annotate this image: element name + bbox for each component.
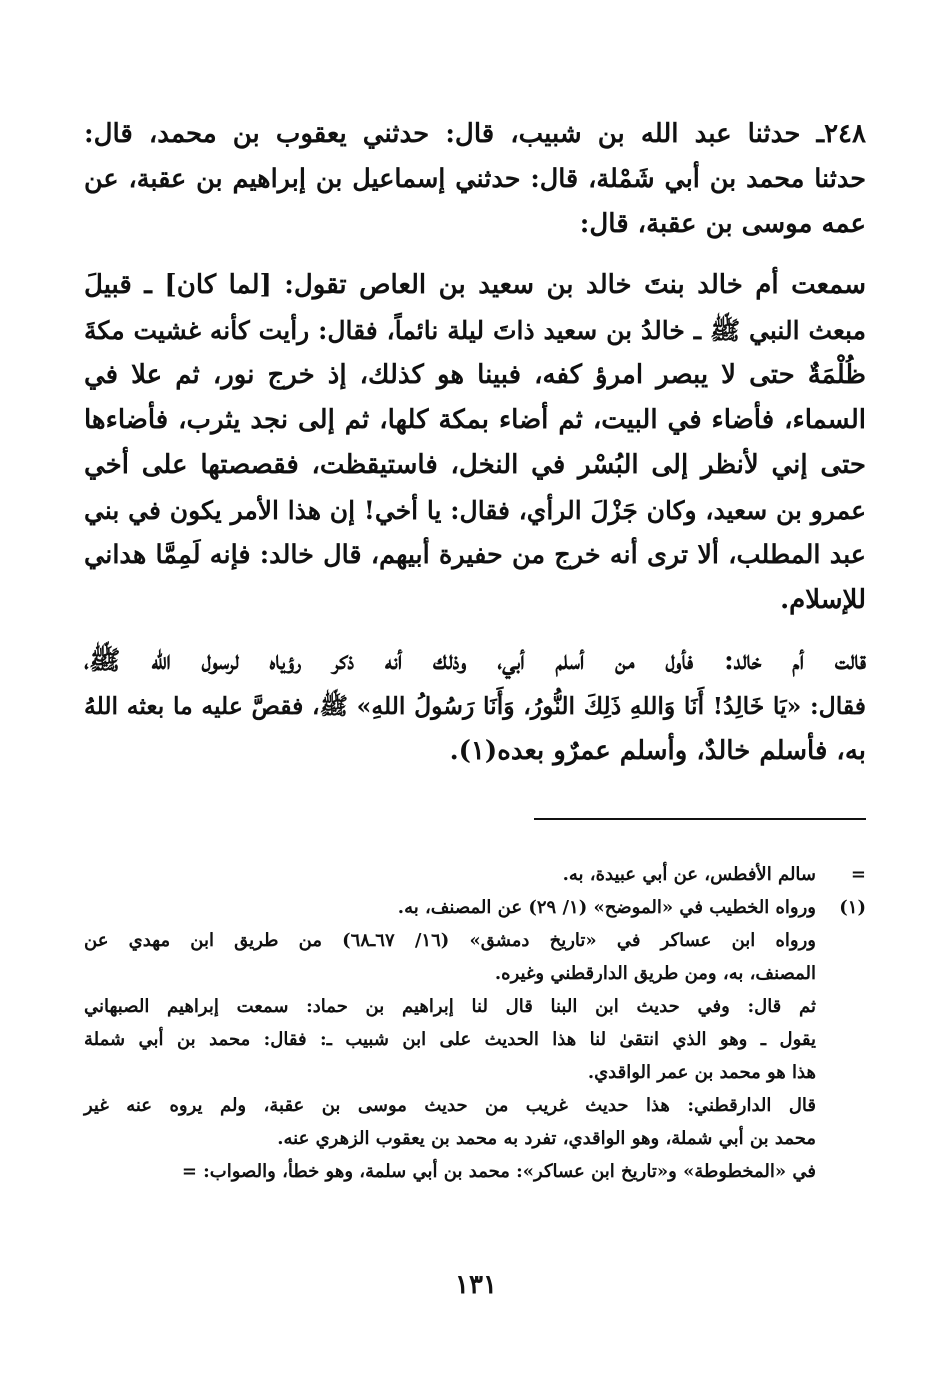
footnote-line: يقول ـ وهو الذي انتقىٰ لنا هذا الحديث على ابن شبيب ـ: فقال: محمد بن أبي شملة <box>84 1029 816 1050</box>
text-line: حتى إني لأنظر إلى البُسْر في النخل، فاستيقظت، فقصصتها على أخي <box>84 450 866 480</box>
main-text <box>84 112 866 774</box>
hadith-narration-paragraph <box>84 263 866 623</box>
hadith-isnad-paragraph <box>84 112 866 247</box>
footnote-paragraph <box>84 1089 866 1155</box>
text-line: ظُلْمَةٌ حتى لا يبصر امرؤ كفه، فبينا هو كذلك، إذ خرج نور، ثم علا في <box>84 360 866 390</box>
text-line: عمرو بن سعيد، وكان جَزْلَ الرأي، فقال: يا أخي! إن هذا الأمر يكون في بني <box>84 496 866 525</box>
text-line: فقال: «يَا خَالِدُ! أَنَا وَاللهِ ذَلِكَ النُّورُ، وَأَنَا رَسُولُ اللهِ» ﷺ، فقصَّ عليه ما بعثه اللهُ <box>84 692 866 720</box>
footnote-line: هذا هو محمد بن عمر الواقدي. <box>587 1062 816 1083</box>
footnote-marker: (١) <box>839 897 866 918</box>
footnotes <box>84 858 866 1188</box>
text-line: قالت أم خالد: فأول من أسلم أبي، وذلك أنه ذكر رؤياه لرسول الله ﷺ، <box>84 646 866 676</box>
footnote-paragraph <box>84 924 866 990</box>
footnote-1 <box>84 891 866 924</box>
footnote-line: قال الدارقطني: هذا حديث غريب من حديث موسى بن عقبة، ولم يروه عنه غير <box>84 1095 816 1116</box>
footnote-paragraph <box>84 1155 866 1188</box>
footnote-line: في «المخطوطة» و«تاريخ ابن عساكر»: محمد بن أبي سلمة، وهو خطأ، والصواب: = <box>181 1161 816 1182</box>
footnote-continuation <box>84 858 866 891</box>
text-line: عمه موسى بن عقبة، قال: <box>579 209 866 239</box>
footnote-divider <box>534 818 866 820</box>
footnote-line: ورواه ابن عساكر في «تاريخ دمشق» (١٦/ ٦٧ـ٦٨) من طريق ابن مهدي عن <box>84 930 816 951</box>
footnote-line: محمد بن أبي شملة، وهو الواقدي، تفرد به محمد بن يعقوب الزهري عنه. <box>277 1128 816 1149</box>
footnote-line: المصنف، به، ومن طريق الدارقطني وغيره. <box>494 963 816 984</box>
hadith-conclusion-paragraph <box>84 639 866 774</box>
text-line: السماء، فأضاء في البيت، ثم أضاء بمكة كلها، ثم إلى نجد يثرب، فأضاءها <box>84 405 866 435</box>
footnote-line: ثم قال: وفي حديث ابن البنا قال لنا إبراهيم بن حماد: سمعت إبراهيم الصبهاني <box>84 996 816 1017</box>
footnote-line: سالم الأفطس، عن أبي عبيدة، به. <box>562 864 816 885</box>
text-line: مبعث النبي ﷺ ـ خالدُ بن سعيد ذاتَ ليلة نائماً، فقال: رأيت كأنه غشيت مكةَ <box>84 316 866 345</box>
text-line: سمعت أم خالد بنتَ خالد بن سعيد بن العاص تقول: [لما كان] ـ قبيلَ <box>84 270 866 300</box>
footnote-paragraph <box>84 990 866 1089</box>
footnote-line: ورواه الخطيب في «الموضح» (١/ ٢٩) عن المصنف، به. <box>397 897 816 918</box>
text-line: ٢٤٨ـ حدثنا عبد الله بن شبيب، قال: حدثني يعقوب بن محمد، قال: <box>84 119 866 149</box>
text-line: عبد المطلب، ألا ترى أنه خرج من حفيرة أبيهم، قال خالد: فإنه لَمِمَّا هداني <box>84 540 866 570</box>
text-line: به، فأسلم خالدٌ، وأسلم عمرٌو بعده(١). <box>449 736 866 766</box>
text-line: حدثنا محمد بن أبي شَمْلة، قال: حدثني إسماعيل بن إبراهيم بن عقبة، عن <box>84 164 866 194</box>
footnote-marker: = <box>850 864 866 885</box>
text-line: للإسلام. <box>780 585 866 615</box>
page-number: ١٣١ <box>455 1270 497 1300</box>
